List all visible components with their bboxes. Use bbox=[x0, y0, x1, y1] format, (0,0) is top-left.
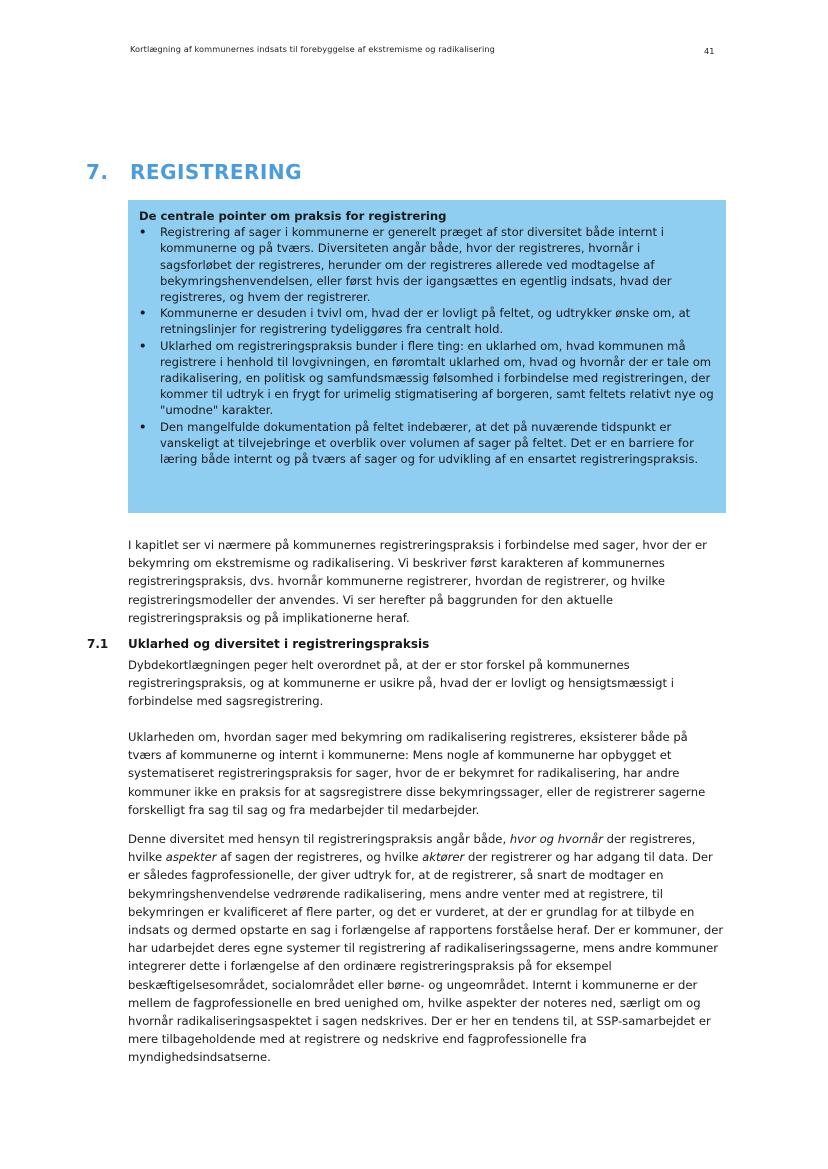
emphasis-text: aspekter bbox=[165, 850, 217, 865]
chapter-number: 7. bbox=[86, 160, 109, 184]
chapter-heading bbox=[86, 160, 302, 184]
key-points-heading: De centrale pointer om praksis for registrering bbox=[139, 209, 447, 223]
section-title: Uklarhed og diversitet i registreringspraksis bbox=[128, 637, 430, 651]
key-point-text: Kommunerne er desuden i tvivl om, hvad der er lovligt på feltet, og udtrykker ønske om, at retningslinjer for registrering tydeliggøres fra centralt hold. bbox=[160, 306, 691, 337]
paragraph-text: af sagen der registreres, og hvilke bbox=[216, 850, 423, 865]
bullet-icon: • bbox=[139, 419, 147, 434]
key-point-item bbox=[139, 224, 714, 305]
section-number: 7.1 bbox=[87, 637, 109, 651]
section-paragraph-2: Uklarheden om, hvordan sager med bekymring om radikalisering registreres, eksisterer både på tværs af kommunerne og internt i kommunerne: Mens nogle af kommunerne har opbygget et systematiseret registreringspraksis for sager, hvor de er bekymret for radikalisering, har andre kommuner ikke en praksis for at sagsregistrere disse bekymringssager, eller de registrerer sagerne forskelligt fra sag til sag og fra medarbejder til medarbejder. bbox=[128, 730, 706, 817]
bullet-icon: • bbox=[139, 306, 147, 321]
chapter-title: REGISTRERING bbox=[130, 160, 303, 184]
key-point-text: Den mangelfulde dokumentation på feltet indebærer, at det på nuværende tidspunkt er vanskeligt at tilvejebringe et overblik over volumen af sager på feltet. Det er en barriere for læring både internt og på tværs af sager og for udvikling af en ensartet registreringspraksis. bbox=[160, 419, 699, 467]
emphasis-text: aktører bbox=[422, 850, 465, 865]
bullet-icon: • bbox=[139, 338, 147, 353]
key-point-text: Registrering af sager i kommunerne er generelt præget af stor diversitet både internt i kommunerne og på tværs. Diversiteten angår både, hvor der registreres, hvornår i sagsforløbet der registreres, herunder om der registreres allerede ved modtagelse af bekymringshenvendelsen, eller først hvis der igangsættes en egentlig indsats, hvad der registreres, og hvem der registrerer. bbox=[160, 225, 672, 305]
key-point-text: Uklarhed om registreringspraksis bunder i flere ting: en uklarhed om, hvad kommunen må registrere i henhold til lovgivningen, en føromtalt uklarhed om, hvad og hvornår der er tale om radikalisering, en politisk og samfundsmæssig følsomhed i forbindelse med registreringen, der kommer til udtryk i en frygt for urimelig stigmatisering af borgeren, samt feltets relativt nye og "umodne" karakter. bbox=[160, 338, 714, 418]
intro-paragraph: I kapitlet ser vi nærmere på kommunernes registreringspraksis i forbindelse med sager, hvor der er bekymring om ekstremisme og radikalisering. Vi beskriver først karakteren af kommunernes registreringspraksis, dvs. hvornår kommunerne registrerer, hvordan de registrerer, og hvilke registreringsmodeller der anvendes. Vi ser herefter på baggrunden for den aktuelle registreringspraksis og på implikationerne heraf. bbox=[128, 538, 707, 625]
emphasis-text: hvor og hvornår bbox=[509, 832, 603, 846]
bullet-icon: • bbox=[139, 225, 147, 240]
paragraph-text: der registrerer og har adgang til data. Der er således fagprofessionelle, der giver udtryk for, at de registrerer, så snart de modtager en bekymringshenvendelse vedrørende radikalisering, mens andre venter med at registrere, til bekymringen er kvalificeret af flere parter, og det er vurderet, at der er grundlag for at tilbyde en indsats og dermed opstarte en sag i forlængelse af rapportens forståelse heraf. Der er kommuner, der har udarbejdet deres egne systemer til registrering af radikaliseringssagerne, mens andre kommuner integrerer dette i forlængelse af den ordinære registreringspraksis på for eksempel beskæftigelsesområdet, socialområdet eller børne- og ungeområdet. Internt i kommunerne er der mellem de fagprofessionelle en bred uenighed om, hvilke aspekter der noteres ned, særligt om og hvornår radikaliseringsaspektet i sagen nedskrives. Der er her en tendens til, at SSP-samarbejdet er mere tilbageholdende med at registrere og nedskrive end fagprofessionelle fra myndighedsindsatserne. bbox=[128, 850, 724, 1065]
key-point-item bbox=[139, 338, 714, 419]
key-point-item bbox=[139, 305, 714, 337]
paragraph-text: der registreres, hvilke bbox=[128, 832, 696, 865]
key-points-box bbox=[128, 200, 726, 513]
section-paragraph-3 bbox=[128, 830, 724, 1067]
key-point-item bbox=[139, 419, 714, 468]
running-header: Kortlægning af kommunernes indsats til forebyggelse af ekstremisme og radikalisering bbox=[130, 44, 495, 54]
paragraph-text: Denne diversitet med hensyn til registreringspraksis angår både, bbox=[128, 832, 510, 846]
section-paragraph-1: Dybdekortlægningen peger helt overordnet på, at der er stor forskel på kommunernes registreringspraksis, og at kommunerne er usikre på, hvad der er lovligt og hensigtsmæssigt i forbindelse med sagsregistrering. bbox=[128, 658, 674, 709]
page-number: 41 bbox=[704, 46, 715, 56]
key-points-list bbox=[139, 224, 714, 467]
